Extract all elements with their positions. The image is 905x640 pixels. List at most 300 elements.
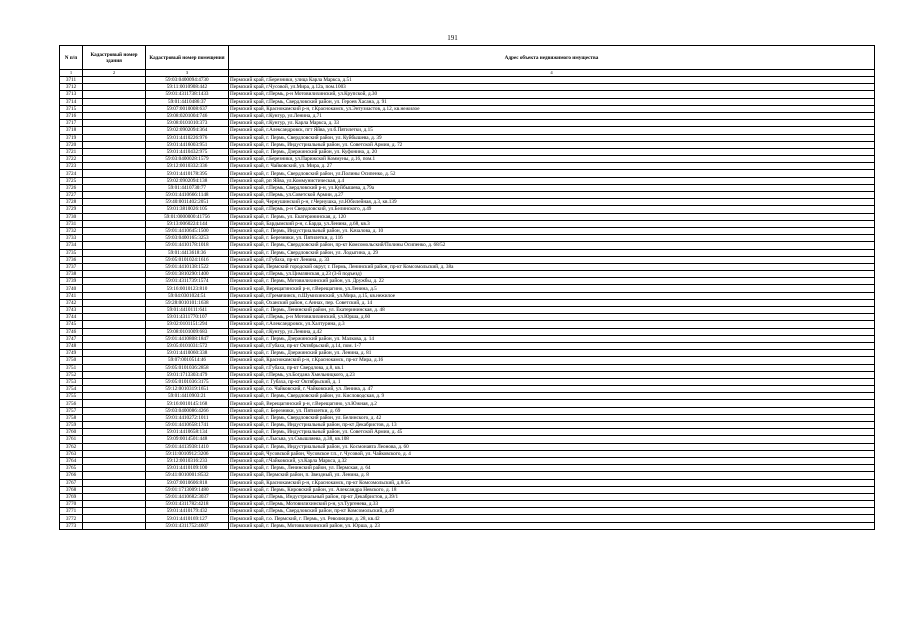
table-row <box>60 170 875 177</box>
building-cadastral-number <box>83 314 146 321</box>
property-address: Пермский край, г.о. Пермский, г. Пермь, ул. Революции, д. 28, кв.42 <box>229 515 875 522</box>
building-cadastral-number <box>83 156 146 163</box>
table-row <box>60 271 875 278</box>
building-cadastral-number <box>83 177 146 184</box>
building-cadastral-number <box>83 98 146 105</box>
table-row <box>60 429 875 436</box>
property-address: Пермский край, г.Пермь, р-н Мотовилихинский, ул.Юрша, д.60 <box>229 314 875 321</box>
row-number: 3719 <box>60 134 83 141</box>
property-address: Пермский край, г. Пермь, Индустриальный район, пр-кт Декабристов, д. 13 <box>229 422 875 429</box>
table-row <box>60 407 875 414</box>
row-number: 3749 <box>60 350 83 357</box>
property-address: Пермский край, г.Александровск, ул.Халтурина, д.3 <box>229 321 875 328</box>
row-number: 3729 <box>60 206 83 213</box>
table-row <box>60 508 875 515</box>
table-row <box>60 91 875 98</box>
building-cadastral-number <box>83 443 146 450</box>
building-cadastral-number <box>83 141 146 148</box>
row-number: 3716 <box>60 112 83 119</box>
building-cadastral-number <box>83 357 146 364</box>
building-cadastral-number <box>83 213 146 220</box>
property-address: Пермский край, г.Пермь, Свердловский район, ул. Героев Хасана, д. 91 <box>229 98 875 105</box>
table-row <box>60 328 875 335</box>
premises-cadastral-number: 59:01:4416003:951 <box>146 141 229 148</box>
property-address: Пермский край, Чусовской район, Чусовское г.п., г. Чусовой, ул. Чайковского, д. 4 <box>229 450 875 457</box>
column-number-4: 4 <box>229 70 875 77</box>
table-row <box>60 486 875 493</box>
table-row <box>60 199 875 206</box>
table-row <box>60 400 875 407</box>
page-number: 191 <box>447 34 458 42</box>
table-row <box>60 364 875 371</box>
premises-cadastral-number: 59:03:0400086:4266 <box>146 407 229 414</box>
table-row <box>60 522 875 529</box>
row-number: 3747 <box>60 335 83 342</box>
property-address: Пермский край, Краснокамский р-н, г.Краснокамск, пр-кт Мира, д.16 <box>229 357 875 364</box>
building-cadastral-number <box>83 199 146 206</box>
row-number: 3725 <box>60 177 83 184</box>
table-row <box>60 77 875 84</box>
table-row <box>60 127 875 134</box>
property-address: Пермский край, г. Пермь, Мотовилихинский район, ул. Юрша, д. 23 <box>229 522 875 529</box>
property-address: Пермский край, г.Губаха, пр-кт Ленина, д. 33 <box>229 256 875 263</box>
building-cadastral-number <box>83 91 146 98</box>
property-address: Пермский край, г. Пермь, Индустриальный район, ул. Космонавта Леонова, д. 60 <box>229 443 875 450</box>
row-number: 3732 <box>60 227 83 234</box>
row-number: 3724 <box>60 170 83 177</box>
premises-cadastral-number: 59:03:0400165:3253 <box>146 235 229 242</box>
property-address: Пермский край, г. Пермь, Ленинский район, ул. Екатерининская, д. 48 <box>229 307 875 314</box>
building-cadastral-number <box>83 184 146 191</box>
table-row <box>60 112 875 119</box>
premises-cadastral-number: 59:01:4311738:1433 <box>146 91 229 98</box>
row-number: 3769 <box>60 493 83 500</box>
building-cadastral-number <box>83 400 146 407</box>
building-cadastral-number <box>83 285 146 292</box>
table-row <box>60 321 875 328</box>
building-cadastral-number <box>83 227 146 234</box>
table-row <box>60 465 875 472</box>
premises-cadastral-number: 59:01:4410486:37 <box>146 98 229 105</box>
table-row <box>60 256 875 263</box>
building-cadastral-number <box>83 163 146 170</box>
table-header <box>60 46 875 77</box>
table-row <box>60 98 875 105</box>
property-address: Пермский край, г.о. Чайковский, г. Чайковский, ул. Ленина, д. 47 <box>229 386 875 393</box>
row-number: 3727 <box>60 192 83 199</box>
building-cadastral-number <box>83 479 146 486</box>
property-address: Пермский край, г. Пермь, Свердловский район, ул. Куйбышева, д. 39 <box>229 134 875 141</box>
table-row <box>60 227 875 234</box>
property-address: Пермский край, г. Березники, ул. Пятилетки, д. 116 <box>229 235 875 242</box>
row-number: 3735 <box>60 249 83 256</box>
table-row <box>60 350 875 357</box>
property-address: Пермский край, г. Пермь, Дзержинский район, ул. Малкова, д. 14 <box>229 335 875 342</box>
property-address: Пермский край, г.Пермь, р-н Мотовилихинский, ул.Крупской, д.30 <box>229 91 875 98</box>
header-premises-cadastral: Кадастровый номер помещения <box>146 46 229 70</box>
building-cadastral-number <box>83 386 146 393</box>
building-cadastral-number <box>83 414 146 421</box>
building-cadastral-number <box>83 350 146 357</box>
premises-cadastral-number: 59:01:4410226:976 <box>146 134 229 141</box>
property-address: Пермский край, Пермский район, п. Звездный, ул. Ленина, д. 8 <box>229 472 875 479</box>
table-row <box>60 357 875 364</box>
building-cadastral-number <box>83 235 146 242</box>
table-row <box>60 299 875 306</box>
premises-cadastral-number: 59:12:0010332:336 <box>146 163 229 170</box>
row-number: 3717 <box>60 120 83 127</box>
building-cadastral-number <box>83 77 146 84</box>
row-number: 3736 <box>60 256 83 263</box>
property-address: Пермский край, г. Пермь, Свердловский район, пр-кт Комсомольский/Полины Осипенко, д. 68/52 <box>229 242 875 249</box>
column-number-1: 1 <box>60 70 83 77</box>
property-address: Пермский край, г. Пермь, Свердловский район, ул. Лодыгина, д. 29 <box>229 249 875 256</box>
premises-cadastral-number: 59:01:0000000:41756 <box>146 213 229 220</box>
table-row <box>60 501 875 508</box>
premises-cadastral-number: 59:05:0101036:3175 <box>146 378 229 385</box>
premises-cadastral-number: 59:12:0010316:233 <box>146 457 229 464</box>
premises-cadastral-number: 59:01:4410178:395 <box>146 170 229 177</box>
premises-cadastral-number: 59:01:4410138:1522 <box>146 263 229 270</box>
building-cadastral-number <box>83 271 146 278</box>
building-cadastral-number <box>83 393 146 400</box>
building-cadastral-number <box>83 493 146 500</box>
premises-cadastral-number: 59:01:4410432:975 <box>146 148 229 155</box>
premises-cadastral-number: 59:07:0010514:46 <box>146 357 229 364</box>
row-number: 3748 <box>60 342 83 349</box>
property-address: Пермский край, г. Пермь, ул. Екатерининская, д. 120 <box>229 213 875 220</box>
table-row <box>60 285 875 292</box>
table-row <box>60 242 875 249</box>
building-cadastral-number <box>83 465 146 472</box>
table-row <box>60 134 875 141</box>
building-cadastral-number <box>83 292 146 299</box>
row-number: 3746 <box>60 328 83 335</box>
property-address: Пермский край, г.Пермь, Индустриальный район, пр-кт Декабристов, д.39/1 <box>229 493 875 500</box>
premises-cadastral-number: 59:07:0010606:818 <box>146 479 229 486</box>
building-cadastral-number <box>83 321 146 328</box>
property-address: Пермский край, г.Пермь, р-н Свердловский, ул.Белинского, д.49 <box>229 206 875 213</box>
premises-cadastral-number: 59:16:0010123:810 <box>146 285 229 292</box>
premises-cadastral-number: 59:08:0101010:373 <box>146 120 229 127</box>
property-address: Пермский край, г. Пермь, Свердловский район, ул. Белинского, д. 42 <box>229 414 875 421</box>
row-number: 3714 <box>60 98 83 105</box>
table-row <box>60 386 875 393</box>
premises-cadastral-number: 59:03:0400094:4730 <box>146 77 229 84</box>
table-row <box>60 163 875 170</box>
building-cadastral-number <box>83 335 146 342</box>
premises-cadastral-number: 59:01:4410645:1500 <box>146 227 229 234</box>
table-row <box>60 414 875 421</box>
table-body <box>60 77 875 530</box>
header-number: N п/п <box>60 46 83 70</box>
row-number: 3742 <box>60 299 83 306</box>
property-address: Пермский край, г.Губаха, пр-кт Октябрьский, д.14, пом. 1-7 <box>229 342 875 349</box>
property-address: Пермский край, Краснокамский р-н, г.Краснокамск, ул.Энтузиастов, д.12, кв.нежилое <box>229 105 875 112</box>
building-cadastral-number <box>83 342 146 349</box>
row-number: 3739 <box>60 278 83 285</box>
property-address: Пермский край, Оханский район, с.Аннах, пер. Советский, д. 14 <box>229 299 875 306</box>
row-number: 3715 <box>60 105 83 112</box>
premises-cadastral-number: 59:01:1713303:479 <box>146 371 229 378</box>
property-address: Пермский край, Верещагинский р-н, г.Верещагино, ул.Ленина, д.5 <box>229 285 875 292</box>
table-row <box>60 141 875 148</box>
row-number: 3745 <box>60 321 83 328</box>
premises-cadastral-number: 59:08:0101009:683 <box>146 328 229 335</box>
table-row <box>60 479 875 486</box>
row-number: 3768 <box>60 486 83 493</box>
building-cadastral-number <box>83 278 146 285</box>
premises-cadastral-number: 59:11:0010912:3206 <box>146 450 229 457</box>
building-cadastral-number <box>83 486 146 493</box>
row-number: 3750 <box>60 357 83 364</box>
table-row <box>60 105 875 112</box>
premises-cadastral-number: 59:01:4410169:127 <box>146 515 229 522</box>
building-cadastral-number <box>83 364 146 371</box>
table-row <box>60 307 875 314</box>
premises-cadastral-number: 59:01:4410111:641 <box>146 307 229 314</box>
table-row <box>60 292 875 299</box>
row-number: 3733 <box>60 235 83 242</box>
premises-cadastral-number: 59:05:0101036:2858 <box>146 364 229 371</box>
row-number: 3740 <box>60 285 83 292</box>
row-number: 3713 <box>60 91 83 98</box>
property-address: Пермский край, г. Пермь, Дзержинский район, ул. Куфонина, д. 20 <box>229 148 875 155</box>
premises-cadastral-number: 59:01:4410666:1148 <box>146 192 229 199</box>
table-row <box>60 184 875 191</box>
property-address: Пермский край, г.Пермь, ул.Советской Армии, д.27 <box>229 192 875 199</box>
row-number: 3757 <box>60 407 83 414</box>
row-number: 3731 <box>60 220 83 227</box>
building-cadastral-number <box>83 436 146 443</box>
premises-cadastral-number: 59:16:0010145:168 <box>146 400 229 407</box>
premises-cadastral-number: 59:03:0400028:1579 <box>146 156 229 163</box>
table-row <box>60 206 875 213</box>
building-cadastral-number <box>83 450 146 457</box>
property-address: Пермский край, Краснокамский р-н, г.Краснокамск, пр-кт Комсомольский, д.8/55 <box>229 479 875 486</box>
premises-cadastral-number: 59:01:4410109:100 <box>146 465 229 472</box>
property-address: Пермский край, г. Пермь, Свердловский район, ул.Полины Осипенко, д. 52 <box>229 170 875 177</box>
table-row <box>60 120 875 127</box>
building-cadastral-number <box>83 263 146 270</box>
table-row <box>60 263 875 270</box>
table-row <box>60 314 875 321</box>
building-cadastral-number <box>83 429 146 436</box>
building-cadastral-number <box>83 328 146 335</box>
building-cadastral-number <box>83 508 146 515</box>
table-row <box>60 84 875 91</box>
row-number: 3758 <box>60 414 83 421</box>
property-address: Пермский край, г.Березники, ул.Парижской Коммуны, д.16, пом.1 <box>229 156 875 163</box>
row-number: 3741 <box>60 292 83 299</box>
property-address: Пермский край, г.Пермь, Свердловский р-н, ул.Куйбышева, д.79а <box>229 184 875 191</box>
property-address: Пермский край, г. Пермь, Свердловский район, ул. Кисловодская, д. 9 <box>229 393 875 400</box>
row-number: 3756 <box>60 400 83 407</box>
row-number: 3773 <box>60 522 83 529</box>
row-number: 3730 <box>60 213 83 220</box>
building-cadastral-number <box>83 192 146 199</box>
table-row <box>60 378 875 385</box>
property-address: Пермский край, г. Пермь, Индустриальный район, ул. Советской Армии, д. 45 <box>229 429 875 436</box>
premises-cadastral-number: 59:05:0101031:572 <box>146 342 229 349</box>
table-row <box>60 335 875 342</box>
table-row <box>60 156 875 163</box>
building-cadastral-number <box>83 522 146 529</box>
building-cadastral-number <box>83 206 146 213</box>
table-row <box>60 235 875 242</box>
property-address: Пермский край, Верещагинский р-н, г.Верещагино, ул.Южная, д.2 <box>229 400 875 407</box>
premises-cadastral-number: 59:08:0201004:746 <box>146 112 229 119</box>
property-address: Пермский край, г. Чайковский, ул. Мира, д. 27 <box>229 163 875 170</box>
property-address: Пермский край, г.Губаха, пр-кт Свердлова, д.8, кв.1 <box>229 364 875 371</box>
row-number: 3755 <box>60 393 83 400</box>
premises-cadastral-number: 59:01:4410060:338 <box>146 350 229 357</box>
row-number: 3752 <box>60 371 83 378</box>
building-cadastral-number <box>83 407 146 414</box>
row-number: 3721 <box>60 148 83 155</box>
table-row <box>60 422 875 429</box>
premises-cadastral-number: 59:01:4410730:77 <box>146 184 229 191</box>
building-cadastral-number <box>83 84 146 91</box>
premises-cadastral-number: 59:40:0011402:2051 <box>146 199 229 206</box>
premises-cadastral-number: 59:09:0014501:448 <box>146 436 229 443</box>
table-row <box>60 371 875 378</box>
row-number: 3728 <box>60 199 83 206</box>
property-address: Пермский край, г. Губаха, пр-кт Октябрьский, д. 1 <box>229 378 875 385</box>
premises-cadastral-number: 59:01:4410682:3037 <box>146 493 229 500</box>
premises-cadastral-number: 59:13:0060224:144 <box>146 220 229 227</box>
table-row <box>60 436 875 443</box>
property-address: Пермский край, г.Чайковский, ул.Карла Маркса, д.32 <box>229 457 875 464</box>
building-cadastral-number <box>83 112 146 119</box>
table-row <box>60 249 875 256</box>
row-number: 3762 <box>60 443 83 450</box>
table-row <box>60 450 875 457</box>
property-address: Пермский край, г. Березники, ул. Пятилетки, д. 69 <box>229 407 875 414</box>
building-cadastral-number <box>83 134 146 141</box>
premises-cadastral-number: 59:01:4311752:4607 <box>146 522 229 529</box>
table-row <box>60 177 875 184</box>
table-row <box>60 457 875 464</box>
premises-cadastral-number: 59:05:0101024:1616 <box>146 256 229 263</box>
row-number: 3711 <box>60 77 83 84</box>
property-address: Пермский край, Пермский городской округ, г. Пермь, Ленинский район, пр-кт Комсомольский, д. 38а <box>229 263 875 270</box>
premises-cadastral-number: 59:01:4410178:1018 <box>146 242 229 249</box>
row-number: 3765 <box>60 465 83 472</box>
building-cadastral-number <box>83 148 146 155</box>
property-address: Пермский край, г. Пермь, Кировский район, ул. Александра Невского, д. 18 <box>229 486 875 493</box>
building-cadastral-number <box>83 127 146 134</box>
building-cadastral-number <box>83 457 146 464</box>
premises-cadastral-number: 59:01:4410179:432 <box>146 508 229 515</box>
table-row <box>60 342 875 349</box>
premises-cadastral-number: 59:02:0902094:364 <box>146 127 229 134</box>
row-number: 3751 <box>60 364 83 371</box>
property-address: Пермский край, г. Пермь, Мотовилихинский район, ул. Дружбы, д. 22 <box>229 278 875 285</box>
row-number: 3770 <box>60 501 83 508</box>
premises-cadastral-number: 59:01:4413618:36 <box>146 249 229 256</box>
column-number-2: 2 <box>83 70 146 77</box>
premises-cadastral-number: 59:01:4311782:4218 <box>146 501 229 508</box>
premises-cadastral-number: 59:07:0010008:637 <box>146 105 229 112</box>
premises-cadastral-number: 59:01:4311770:107 <box>146 314 229 321</box>
row-number: 3763 <box>60 450 83 457</box>
row-number: 3722 <box>60 156 83 163</box>
row-number: 3723 <box>60 163 83 170</box>
row-number: 3759 <box>60 422 83 429</box>
premises-cadastral-number: 59:01:3810290:1400 <box>146 271 229 278</box>
property-address: Пермский край, г.Лысьва, ул.Смышляева, д.38, кв.108 <box>229 436 875 443</box>
building-cadastral-number <box>83 120 146 127</box>
building-cadastral-number <box>83 515 146 522</box>
property-address: Пермский край, г. Пермь, Ленинский район, ул. Пермская, д. 64 <box>229 465 875 472</box>
premises-cadastral-number: 59:01:4413938:1410 <box>146 443 229 450</box>
premises-cadastral-number: 59:28:0010101:1638 <box>146 299 229 306</box>
property-address: Пермский край, г.Кунгур, ул. Карла Маркса, д. 33 <box>229 120 875 127</box>
building-cadastral-number <box>83 422 146 429</box>
building-cadastral-number <box>83 299 146 306</box>
premises-cadastral-number: 59:41:0010001:8532 <box>146 472 229 479</box>
building-cadastral-number <box>83 249 146 256</box>
property-address: Пермский край, г. Пермь, Индустриальный район, ул. Качалова, д. 10 <box>229 227 875 234</box>
property-address: Пермский край, Бардымский р-н, с.Барда, ул.Ленина, д.68, кв.3 <box>229 220 875 227</box>
row-number: 3744 <box>60 314 83 321</box>
premises-cadastral-number: 59:04:0301024:51 <box>146 292 229 299</box>
building-cadastral-number <box>83 378 146 385</box>
table-row <box>60 472 875 479</box>
row-number: 3771 <box>60 508 83 515</box>
table-row <box>60 515 875 522</box>
row-number: 3766 <box>60 472 83 479</box>
row-number: 3720 <box>60 141 83 148</box>
row-number: 3712 <box>60 84 83 91</box>
table-row <box>60 220 875 227</box>
premises-cadastral-number: 59:01:4410658:1741 <box>146 422 229 429</box>
premises-cadastral-number: 59:01:4410808:1847 <box>146 335 229 342</box>
premises-cadastral-number: 59:02:0902094:138 <box>146 177 229 184</box>
row-number: 3737 <box>60 263 83 270</box>
property-address: Пермский край, г.Чусовой, ул.Мира, д.12а, пом.1003 <box>229 84 875 91</box>
premises-cadastral-number: 59:01:4311739:1574 <box>146 278 229 285</box>
property-address: Пермский край, г.Пермь, ул.Богдана Хмельницкого, д.23 <box>229 371 875 378</box>
property-address: Пермский край, г.Пермь, Мотовилихинский р-н, ул.Тургенева, д.33 <box>229 501 875 508</box>
row-number: 3734 <box>60 242 83 249</box>
row-number: 3718 <box>60 127 83 134</box>
row-number: 3726 <box>60 184 83 191</box>
row-number: 3760 <box>60 429 83 436</box>
building-cadastral-number <box>83 256 146 263</box>
building-cadastral-number <box>83 242 146 249</box>
table-row <box>60 213 875 220</box>
row-number: 3743 <box>60 307 83 314</box>
building-cadastral-number <box>83 371 146 378</box>
property-address: Пермский край, г. Пермь, Дзержинский район, ул. Ленина, д. 81 <box>229 350 875 357</box>
premises-cadastral-number: 59:01:1713009:1480 <box>146 486 229 493</box>
building-cadastral-number <box>83 220 146 227</box>
premises-cadastral-number: 59:01:4410658:134 <box>146 429 229 436</box>
property-registry-table <box>59 45 875 530</box>
property-address: Пермский край, г.Березники, улица Карла Маркса, д.51 <box>229 77 875 84</box>
premises-cadastral-number: 59:01:3810026:105 <box>146 206 229 213</box>
building-cadastral-number <box>83 105 146 112</box>
column-number-3: 3 <box>146 70 229 77</box>
table-row <box>60 393 875 400</box>
table-row <box>60 192 875 199</box>
premises-cadastral-number: 59:12:0010319:1651 <box>146 386 229 393</box>
premises-cadastral-number: 59:02:0101151:294 <box>146 321 229 328</box>
building-cadastral-number <box>83 170 146 177</box>
row-number: 3772 <box>60 515 83 522</box>
